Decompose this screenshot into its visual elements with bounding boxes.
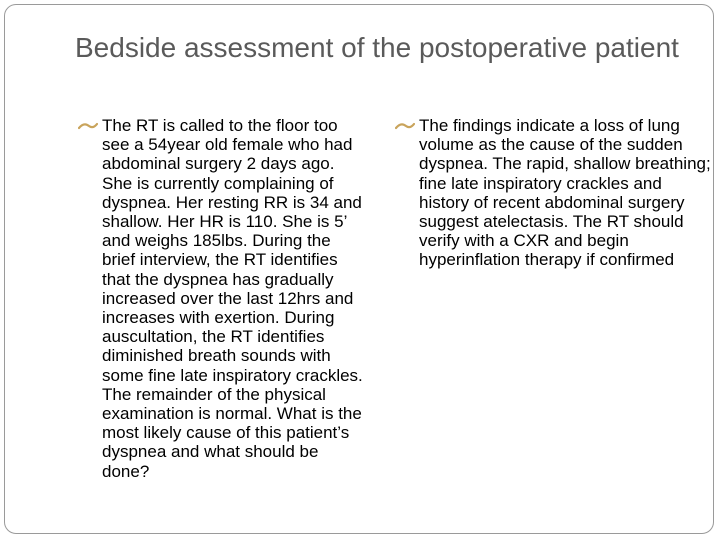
right-bullet-text: The findings indicate a loss of lung volume as the cause of the sudden dyspnea. The rapid, shallow breathing; fine late inspiratory crackles and history of recent abdominal surgery suggest atelectasis. The RT should verify with a CXR and begin hyperinflation therapy if confirmed <box>419 116 711 270</box>
swirl-bullet-icon <box>395 122 415 130</box>
slide-title: Bedside assessment of the postoperative patient <box>75 32 679 63</box>
left-bullet-item <box>78 116 368 481</box>
left-column <box>78 116 368 481</box>
swirl-bullet-icon <box>78 122 98 130</box>
right-column <box>395 116 715 270</box>
right-bullet-item <box>395 116 715 270</box>
left-bullet-text: The RT is called to the floor too see a 54year old female who had abdominal surgery 2 days ago. She is currently complaining of dyspnea. Her resting RR is 34 and shallow. Her HR is 110. She is 5’ and weighs 185lbs. During the brief interview, the RT identifies that the dyspnea has gradually increased over the last 12hrs and increases with exertion. During auscultation, the RT identifies diminished breath sounds with some fine late inspiratory crackles. The remainder of the physical examination is normal. What is the most likely cause of this patient’s dyspnea and what should be done? <box>102 116 363 481</box>
